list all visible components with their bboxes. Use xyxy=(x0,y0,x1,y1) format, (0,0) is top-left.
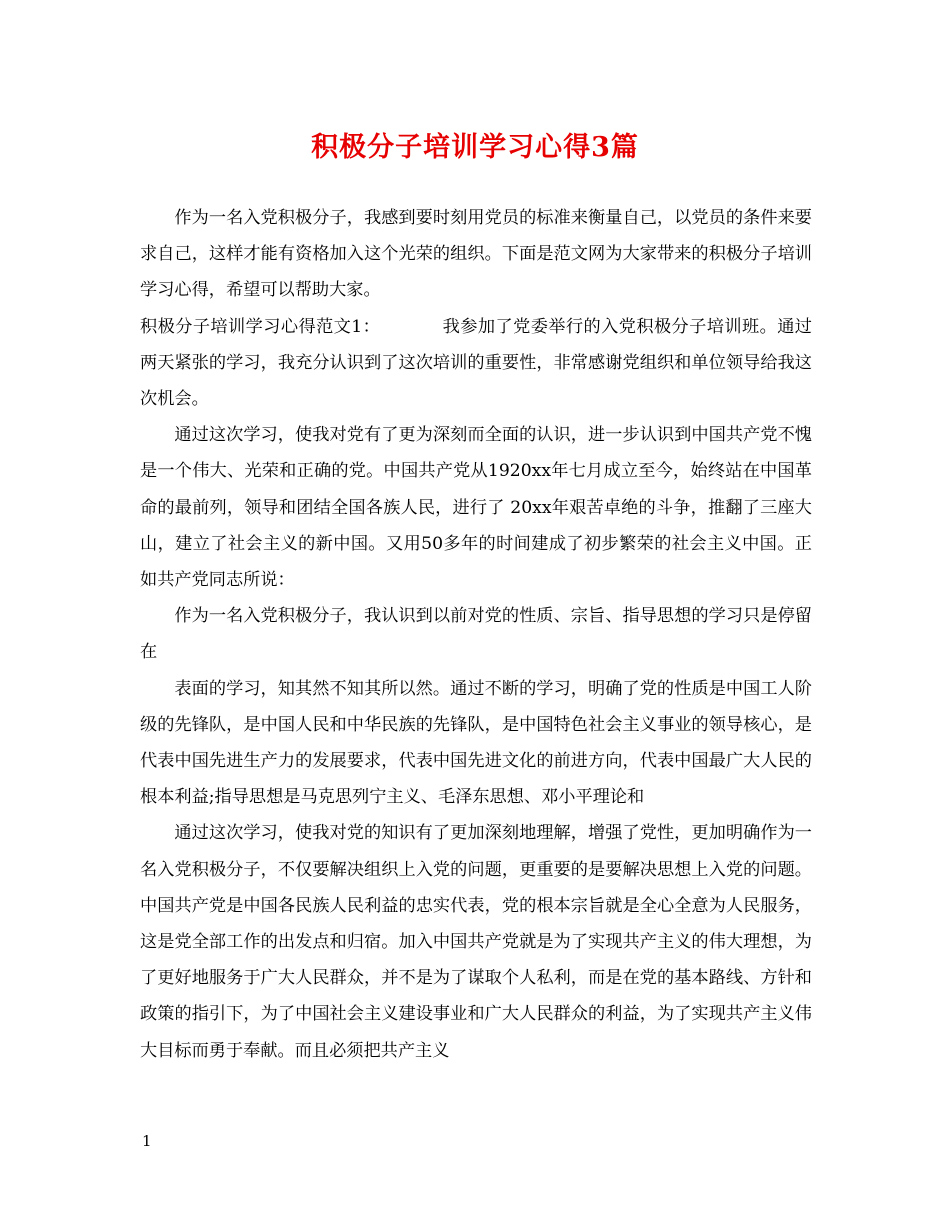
sample1-first-text: 我参加了党委举行的入党积极分子培训班。通过两天紧张的学习，我充分认识到了这次培训的重要性，非常感谢党组织和单位领导给我这次机会。 xyxy=(140,316,812,410)
intro-paragraph: 作为一名入党积极分子，我感到要时刻用党员的标准来衡量自己，以党员的条件来要求自己，这样才能有资格加入这个光荣的组织。下面是范文网为大家带来的积极分子培训学习心得，希望可以帮助大家。 xyxy=(140,208,812,301)
page-number: 1 xyxy=(142,1132,152,1150)
document-body xyxy=(140,200,812,1069)
document-title: 积极分子培训学习心得3篇 xyxy=(311,132,639,163)
sample1-heading: 积极分子培训学习心得范文1： xyxy=(140,316,381,337)
body-paragraph-4: 通过这次学习，使我对党的知识有了更加深刻地理解，增强了党性，更加明确作为一名入党积极分子，不仅要解决组织上入党的问题，更重要的是要解决思想上入党的问题。中国共产党是中国各民族人民利益的忠实代表，党的根本宗旨就是全心全意为人民服务，这是党全部工作的出发点和归宿。加入中国共产党就是为了实现共产主义的伟大理想，为了更好地服务于广大人民群众，并不是为了谋取个人私利，而是在党的基本路线、方针和政策的指引下，为了中国社会主义建设事业和广大人民群众的利益，为了实现共产主义伟大目标而勇于奉献。而且必须把共产主义 xyxy=(140,823,812,1061)
body-paragraph-2: 作为一名入党积极分子，我认识到以前对党的性质、宗旨、指导思想的学习只是停留在 xyxy=(140,606,812,663)
body-paragraph-3: 表面的学习，知其然不知其所以然。通过不断的学习，明确了党的性质是中国工人阶级的先锋队，是中国人民和中华民族的先锋队，是中国特色社会主义事业的领导核心，是代表中国先进生产力的发展要求，代表中国先进文化的前进方向，代表中国最广大人民的根本利益;指导思想是马克思列宁主义、毛泽东思想、邓小平理论和 xyxy=(140,678,812,808)
body-paragraph-1: 通过这次学习，使我对党有了更为深刻而全面的认识，进一步认识到中国共产党不愧是一个伟大、光荣和正确的党。中国共产党从1920xx年七月成立至今，始终站在中国革命的最前列，领导和团结全国各族人民，进行了 20xx年艰苦卓绝的斗争，推翻了三座大山，建立了社会主义的新中国。又用50多年的时间建成了初步繁荣的社会主义中国。正如共产党同志所说： xyxy=(140,425,812,591)
sample1-paragraph xyxy=(140,309,812,418)
